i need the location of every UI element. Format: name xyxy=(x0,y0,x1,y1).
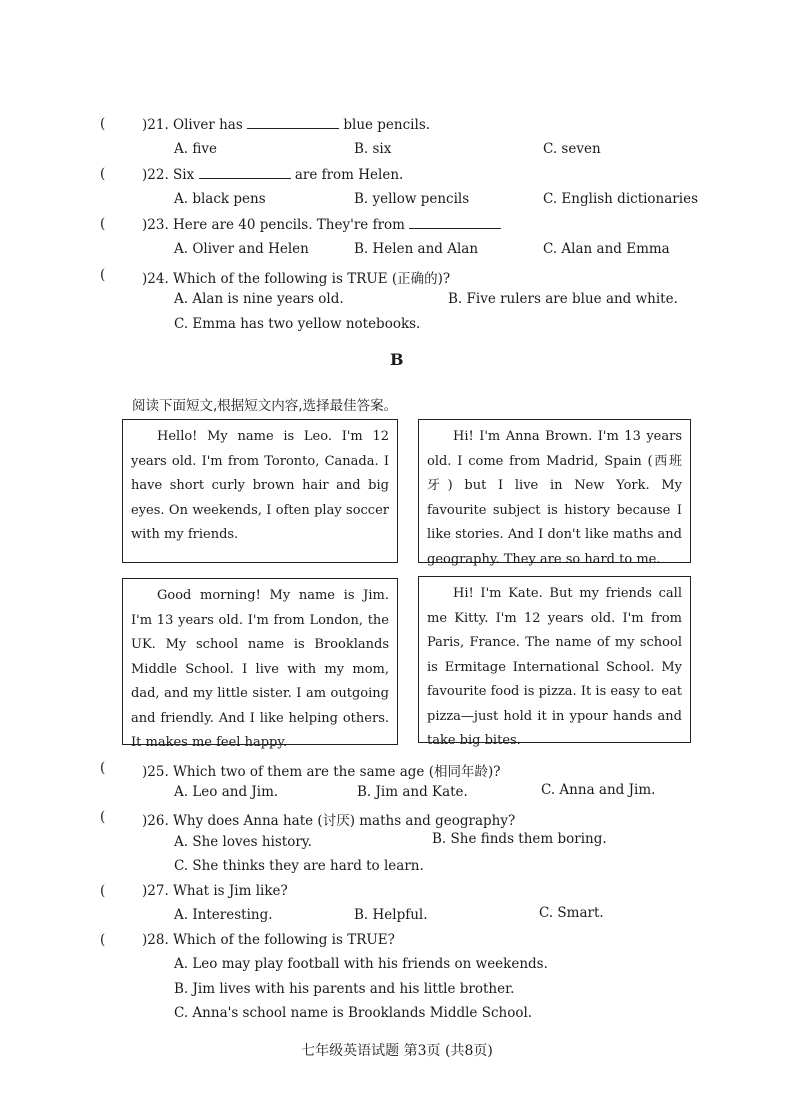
question-26-stem: )26. Why does Anna hate (讨厌) maths and geography? xyxy=(142,813,516,829)
option-21-a[interactable]: A. five xyxy=(174,141,217,157)
passage-jim xyxy=(122,578,398,750)
option-26-b[interactable]: B. She finds them boring. xyxy=(432,831,607,847)
option-23-a[interactable]: A. Oliver and Helen xyxy=(174,241,309,257)
question-22-stem: )22. Six are from Helen. xyxy=(142,167,404,183)
option-26-a[interactable]: A. She loves history. xyxy=(174,834,312,850)
passage-anna-text: Hi! I'm Anna Brown. I'm 13 years old. I come from Madrid, Spain (西班牙) but I live in New York. My favourite subject is history because I like stories. And I don't like maths and geography. They are so hard to me. xyxy=(427,429,682,567)
blank-21[interactable] xyxy=(247,116,339,129)
blank-22[interactable] xyxy=(199,166,291,179)
option-22-b[interactable]: B. yellow pencils xyxy=(354,191,470,207)
blank-23[interactable] xyxy=(409,216,501,229)
page-footer: 七年级英语试题 第3页 (共8页) xyxy=(301,1043,493,1059)
passage-leo-text: Hello! My name is Leo. I'm 12 years old. I'm from Toronto, Canada. I have short curly brown hair and big eyes. On weekends, I often play soccer with my friends. xyxy=(131,429,389,542)
option-22-a[interactable]: A. black pens xyxy=(174,191,266,207)
option-21-c[interactable]: C. seven xyxy=(543,141,601,157)
question-23-stem: )23. Here are 40 pencils. They're from xyxy=(142,216,501,233)
answer-paren-23[interactable]: ( xyxy=(100,216,106,232)
answer-paren-27[interactable]: ( xyxy=(100,883,106,899)
question-25-stem: )25. Which two of them are the same age (相同年龄)? xyxy=(142,764,501,780)
option-25-c[interactable]: C. Anna and Jim. xyxy=(541,782,656,798)
answer-paren-25[interactable]: ( xyxy=(100,760,106,776)
option-27-a[interactable]: A. Interesting. xyxy=(174,907,273,923)
option-24-a[interactable]: A. Alan is nine years old. xyxy=(174,291,344,307)
passage-anna xyxy=(418,419,691,567)
question-28-stem: )28. Which of the following is TRUE? xyxy=(142,932,395,948)
option-28-c[interactable]: C. Anna's school name is Brooklands Middle School. xyxy=(174,1005,533,1021)
passage-kate-text: Hi! I'm Kate. But my friends call me Kitty. I'm 12 years old. I'm from Paris, France. The name of my school is Ermitage International School. My favourite food is pizza. It is easy to eat pizza—just hold it in ypour hands and take big bites. xyxy=(427,586,682,748)
option-27-c[interactable]: C. Smart. xyxy=(539,905,604,921)
option-23-c[interactable]: C. Alan and Emma xyxy=(543,241,670,257)
option-23-b[interactable]: B. Helen and Alan xyxy=(354,241,479,257)
passage-leo xyxy=(122,419,398,563)
option-28-b[interactable]: B. Jim lives with his parents and his little brother. xyxy=(174,981,515,997)
option-24-c[interactable]: C. Emma has two yellow notebooks. xyxy=(174,316,421,332)
answer-paren-22[interactable]: ( xyxy=(100,166,106,182)
answer-paren-26[interactable]: ( xyxy=(100,809,106,825)
option-25-a[interactable]: A. Leo and Jim. xyxy=(174,784,279,800)
question-27-stem: )27. What is Jim like? xyxy=(142,883,288,899)
option-22-c[interactable]: C. English dictionaries xyxy=(543,191,698,207)
answer-paren-28[interactable]: ( xyxy=(100,932,106,948)
option-28-a[interactable]: A. Leo may play football with his friends on weekends. xyxy=(174,956,548,972)
option-21-b[interactable]: B. six xyxy=(354,141,392,157)
question-24-stem: )24. Which of the following is TRUE (正确的)? xyxy=(142,271,451,287)
answer-paren-24[interactable]: ( xyxy=(100,267,106,283)
passage-jim-text: Good morning! My name is Jim. I'm 13 years old. I'm from London, the UK. My school name is Brooklands Middle School. I live with my mom, dad, and my little sister. I am outgoing and friendly. And I like helping others. It makes me feel happy. xyxy=(131,588,389,750)
option-26-c[interactable]: C. She thinks they are hard to learn. xyxy=(174,858,424,874)
answer-paren-21[interactable]: ( xyxy=(100,116,106,132)
passage-kate xyxy=(418,576,691,748)
question-21-stem: )21. Oliver has blue pencils. xyxy=(142,117,431,133)
section-b-title: B xyxy=(390,350,404,369)
option-27-b[interactable]: B. Helpful. xyxy=(354,907,428,923)
option-25-b[interactable]: B. Jim and Kate. xyxy=(357,784,468,800)
option-24-b[interactable]: B. Five rulers are blue and white. xyxy=(448,291,678,307)
section-b-instruction: 阅读下面短文,根据短文内容,选择最佳答案。 xyxy=(132,398,398,414)
